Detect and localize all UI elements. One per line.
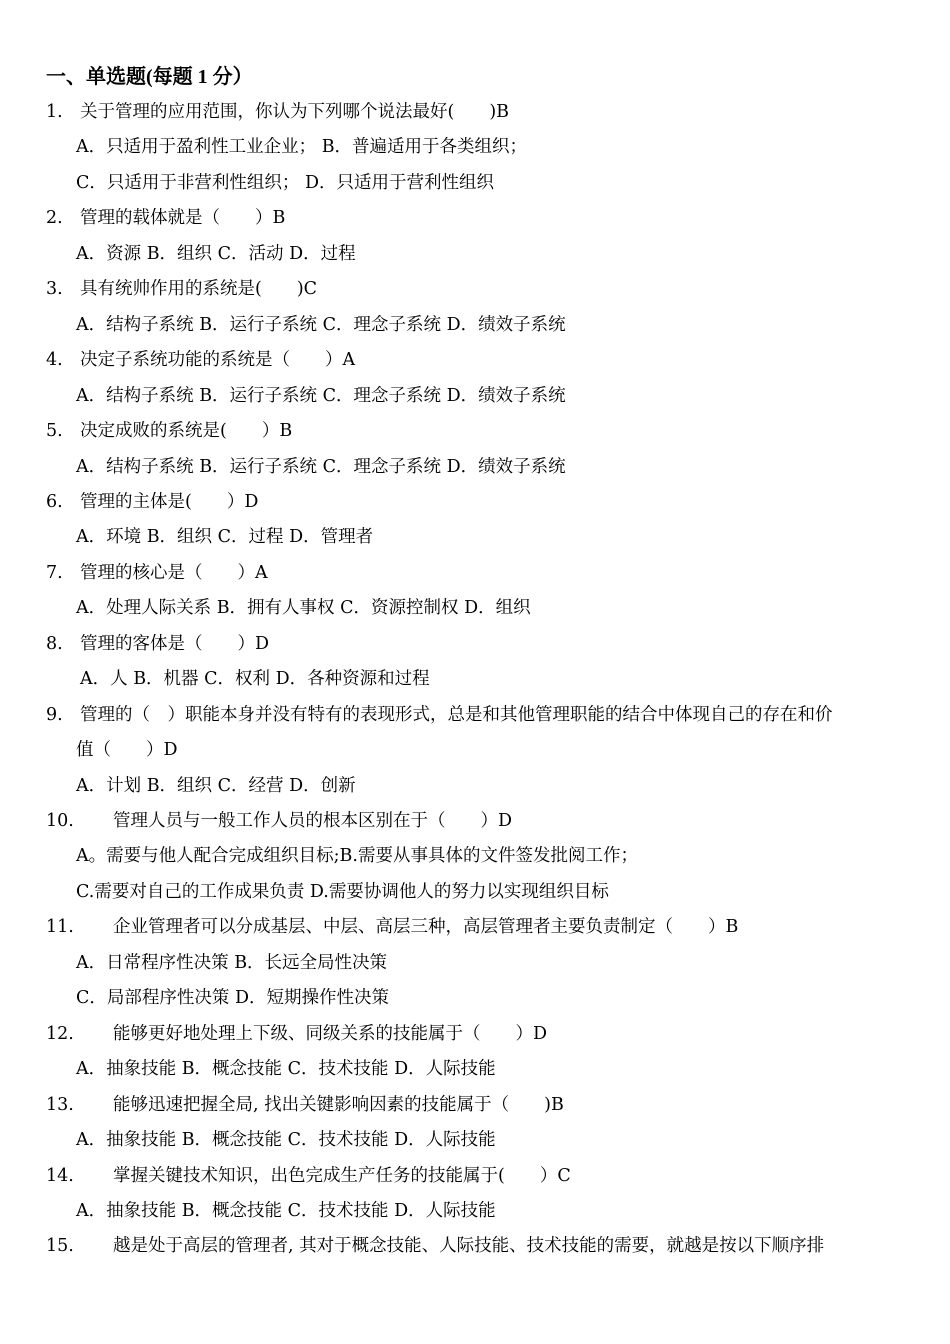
- question-text: 能够更好地处理上下级、同级关系的技能属于（ ）D: [113, 1023, 548, 1044]
- question-number: 2.: [46, 208, 63, 229]
- question-number: 10.: [46, 811, 74, 831]
- question-number: 9.: [46, 704, 63, 725]
- answer-options: A．结构子系统 B．运行子系统 C．理念子系统 D．绩效子系统: [76, 314, 566, 335]
- answer-options: A．计划 B．组织 C．经营 D．创新: [76, 775, 356, 796]
- section-title: 一、单选题(每题 1 分）: [46, 66, 253, 88]
- question-text: 越是处于高层的管理者, 其对于概念技能、人际技能、技术技能的需要，就越是按以下顺序排: [113, 1236, 825, 1257]
- question-text: 决定子系统功能的系统是（ ）A: [80, 350, 356, 371]
- question-text: 关于管理的应用范围，你认为下列哪个说法最好( )B: [80, 102, 510, 122]
- question-number: 8.: [46, 633, 63, 654]
- answer-options: A．日常程序性决策 B．长远全局性决策: [76, 952, 388, 973]
- question-text: 能够迅速把握全局, 找出关键影响因素的技能属于（ )B: [113, 1094, 564, 1115]
- answer-options: A．环境 B．组织 C．过程 D．管理者: [76, 527, 374, 548]
- answer-options: A．处理人际关系 B．拥有人事权 C．资源控制权 D．组织: [76, 598, 531, 619]
- answer-options: C．只适用于非营利性组织； D．只适用于营利性组织: [76, 172, 494, 193]
- answer-options: A．抽象技能 B．概念技能 C．技术技能 D．人际技能: [76, 1200, 496, 1221]
- answer-options: A。需要与他人配合完成组织目标;B.需要从事具体的文件签发批阅工作；: [76, 846, 638, 867]
- question-number: 11.: [46, 917, 74, 938]
- question-number: 15.: [46, 1236, 74, 1257]
- answer-options: C.需要对自己的工作成果负责 D.需要协调他人的努力以实现组织目标: [76, 881, 609, 902]
- answer-options: C．局部程序性决策 D．短期操作性决策: [76, 988, 389, 1009]
- answer-options: A．抽象技能 B．概念技能 C．技术技能 D．人际技能: [76, 1130, 496, 1151]
- question-number: 3.: [46, 279, 63, 300]
- answer-options: A．抽象技能 B．概念技能 C．技术技能 D．人际技能: [76, 1059, 496, 1080]
- question-number: 4.: [46, 350, 63, 371]
- question-text: 管理人员与一般工作人员的根本区别在于（ ）D: [113, 811, 513, 831]
- answer-options: A．结构子系统 B．运行子系统 C．理念子系统 D．绩效子系统: [76, 385, 566, 406]
- question-number: 12.: [46, 1023, 74, 1044]
- question-text: 管理的核心是（ ）A: [80, 562, 268, 583]
- question-number: 14.: [46, 1165, 74, 1186]
- question-text: 企业管理者可以分成基层、中层、高层三种，高层管理者主要负责制定（ ）B: [113, 917, 739, 938]
- question-text: 管理的（ ）职能本身并没有特有的表现形式，总是和其他管理职能的结合中体现自己的存在和价: [80, 704, 833, 725]
- question-text: 具有统帅作用的系统是( )C: [80, 279, 318, 300]
- question-text: 管理的主体是( ）D: [80, 491, 259, 512]
- question-text: 掌握关键技术知识，出色完成生产任务的技能属于( ）C: [113, 1165, 571, 1186]
- question-text-continued: 值（ ）D: [76, 740, 178, 761]
- question-number: 1.: [46, 102, 63, 122]
- answer-options: A．人 B．机器 C．权利 D．各种资源和过程: [80, 669, 430, 690]
- question-text: 决定成败的系统是( ）B: [80, 421, 293, 442]
- answer-options: A．资源 B．组织 C．活动 D．过程: [76, 243, 356, 264]
- question-text: 管理的客体是（ ）D: [80, 633, 270, 654]
- question-number: 6.: [46, 491, 63, 512]
- answer-options: A．结构子系统 B．运行子系统 C．理念子系统 D．绩效子系统: [76, 456, 566, 477]
- question-number: 7.: [46, 562, 63, 583]
- answer-options: A．只适用于盈利性工业企业； B．普遍适用于各类组织；: [76, 137, 528, 158]
- question-number: 13.: [46, 1094, 74, 1115]
- question-number: 5.: [46, 421, 63, 442]
- question-text: 管理的载体就是（ ）B: [80, 208, 286, 229]
